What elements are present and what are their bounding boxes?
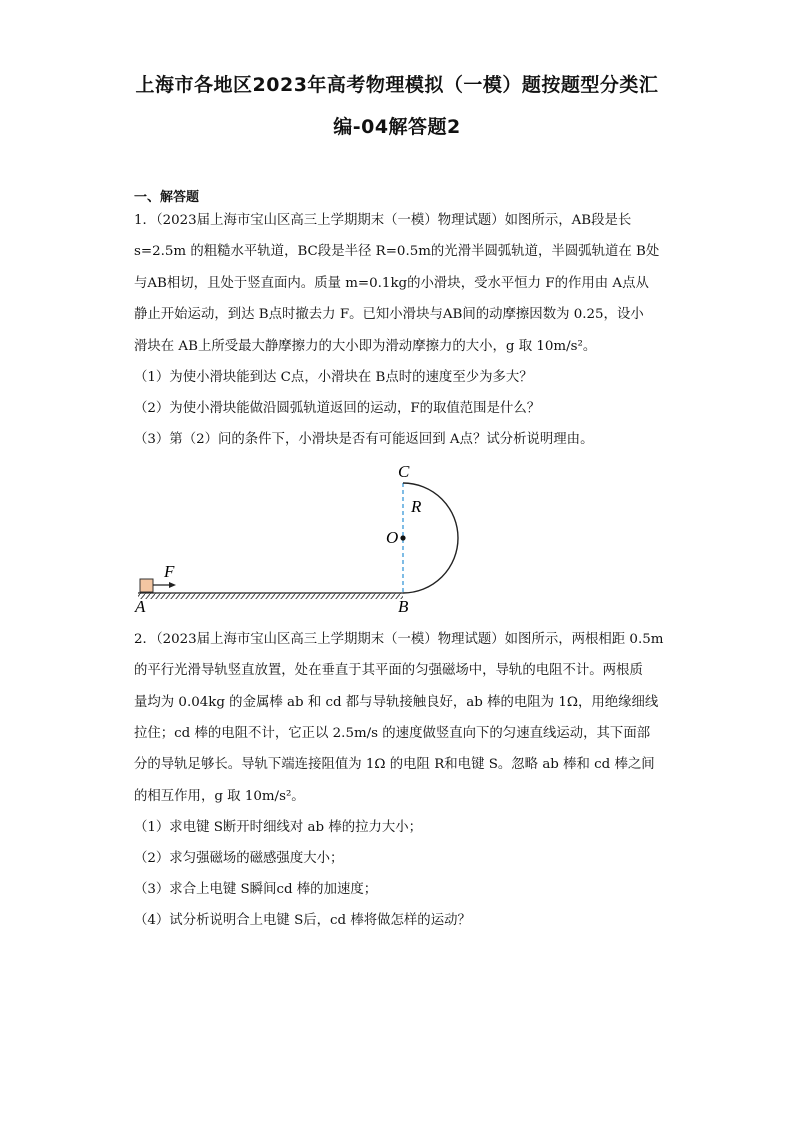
label-c: C bbox=[398, 462, 410, 481]
q1-line-1: 1．（2023届上海市宝山区高三上学期期末（一模）物理试题）如图所示，AB段是长 bbox=[134, 213, 632, 228]
q1-sub-2: （2）为使小滑块能做沿圆弧轨道返回的运动，F的取值范围是什么？ bbox=[134, 401, 541, 416]
q2-line-5: 分的导轨足够长。导轨下端连接阻值为 1Ω 的电阻 R和电键 S。忽略 ab 棒和 cd 棒之间 bbox=[134, 757, 655, 772]
q2-sub-2: （2）求匀强磁场的磁感强度大小； bbox=[134, 851, 344, 866]
q2-sub-3: （3）求合上电键 S瞬间cd 棒的加速度； bbox=[134, 882, 378, 897]
q2-line-6: 的相互作用，g 取 10m/s²。 bbox=[134, 789, 305, 804]
label-o: O bbox=[386, 528, 399, 547]
label-f: F bbox=[164, 562, 175, 581]
section-heading: 一、解答题 bbox=[134, 190, 200, 205]
q2-line-2: 的平行光滑导轨竖直放置，处在垂直于其平面的匀强磁场中，导轨的电阻不计。两根质 bbox=[134, 663, 643, 678]
document-title-line1: 上海市各地区2023年高考物理模拟（一模）题按题型分类汇 bbox=[135, 74, 659, 96]
slider-block bbox=[140, 579, 153, 592]
q2-line-3: 量均为 0.04kg 的金属棒 ab 和 cd 都与导轨接触良好，ab 棒的电阻为 1Ω，用绝缘细线 bbox=[134, 695, 659, 710]
q1-line-2: s=2.5m 的粗糙水平轨道，BC段是半径 R=0.5m的光滑半圆弧轨道，半圆弧轨道在 B处 bbox=[134, 244, 660, 259]
q2-sub-4: （4）试分析说明合上电键 S后，cd 棒将做怎样的运动？ bbox=[134, 913, 471, 928]
q2-sub-1: （1）求电键 S断开时细线对 ab 棒的拉力大小； bbox=[134, 820, 423, 835]
ground-hatch bbox=[138, 593, 403, 599]
label-b: B bbox=[398, 597, 409, 616]
q1-line-3: 与AB相切，且处于竖直面内。质量 m=0.1kg的小滑块，受水平恒力 F的作用由 A点从 bbox=[134, 276, 649, 291]
label-a: A bbox=[135, 597, 146, 616]
q1-line-5: 滑块在 AB上所受最大静摩擦力的大小即为滑动摩擦力的大小，g 取 10m/s²。 bbox=[134, 339, 597, 354]
center-dot bbox=[400, 535, 405, 540]
force-arrow-head bbox=[169, 582, 176, 588]
q1-line-4: 静止开始运动，到达 B点时撤去力 F。已知小滑块与AB间的动摩擦因数为 0.25，设小 bbox=[134, 307, 644, 322]
label-r: R bbox=[411, 497, 422, 516]
q2-line-4: 拉住；cd 棒的电阻不计，它正以 2.5m/s 的速度做竖直向下的匀速直线运动，其下面部 bbox=[134, 726, 651, 741]
q2-line-1: 2．（2023届上海市宝山区高三上学期期末（一模）物理试题）如图所示，两根相距 0.5m bbox=[134, 632, 664, 647]
q1-sub-3: （3）第（2）问的条件下，小滑块是否有可能返回到 A点？试分析说明理由。 bbox=[134, 432, 594, 447]
document-title-line2: 编-04解答题2 bbox=[333, 116, 461, 138]
q1-sub-1: （1）为使小滑块能到达 C点，小滑块在 B点时的速度至少为多大？ bbox=[134, 370, 533, 385]
